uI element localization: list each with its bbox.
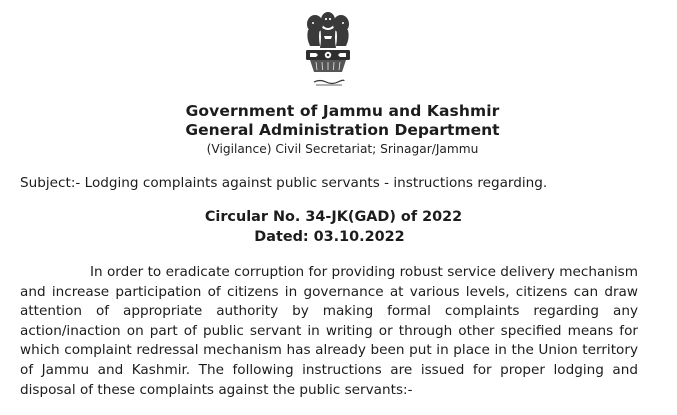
- office-address: (Vigilance) Civil Secretariat; Srinagar/Jammu: [206, 142, 479, 156]
- circular-number: Circular No. 34-JK(GAD) of 2022: [204, 209, 463, 225]
- national-emblem-icon: [298, 6, 358, 98]
- department-title: General Administration Department: [185, 121, 500, 139]
- body-paragraph: In order to eradicate corruption for providing robust service delivery mechanism and increase participation of citizens in governance at various levels, citizens can draw attention of appropriate authority by making formal complaints regarding any action/inaction on part of public servant in writing or through other specified means for which complaint redressal mechanism has already been put in place in the Union territory of Jammu and Kashmir. The following instructions are issued for proper lodging and disposal of these complaints against the public servants:-: [20, 264, 638, 398]
- circular-date: Dated: 03.10.2022: [254, 229, 405, 245]
- government-title: Government of Jammu and Kashmir: [185, 102, 500, 120]
- emblem-graphic: [298, 6, 358, 98]
- subject-line: Subject:- Lodging complaints against public servants - instructions regarding.: [20, 175, 548, 191]
